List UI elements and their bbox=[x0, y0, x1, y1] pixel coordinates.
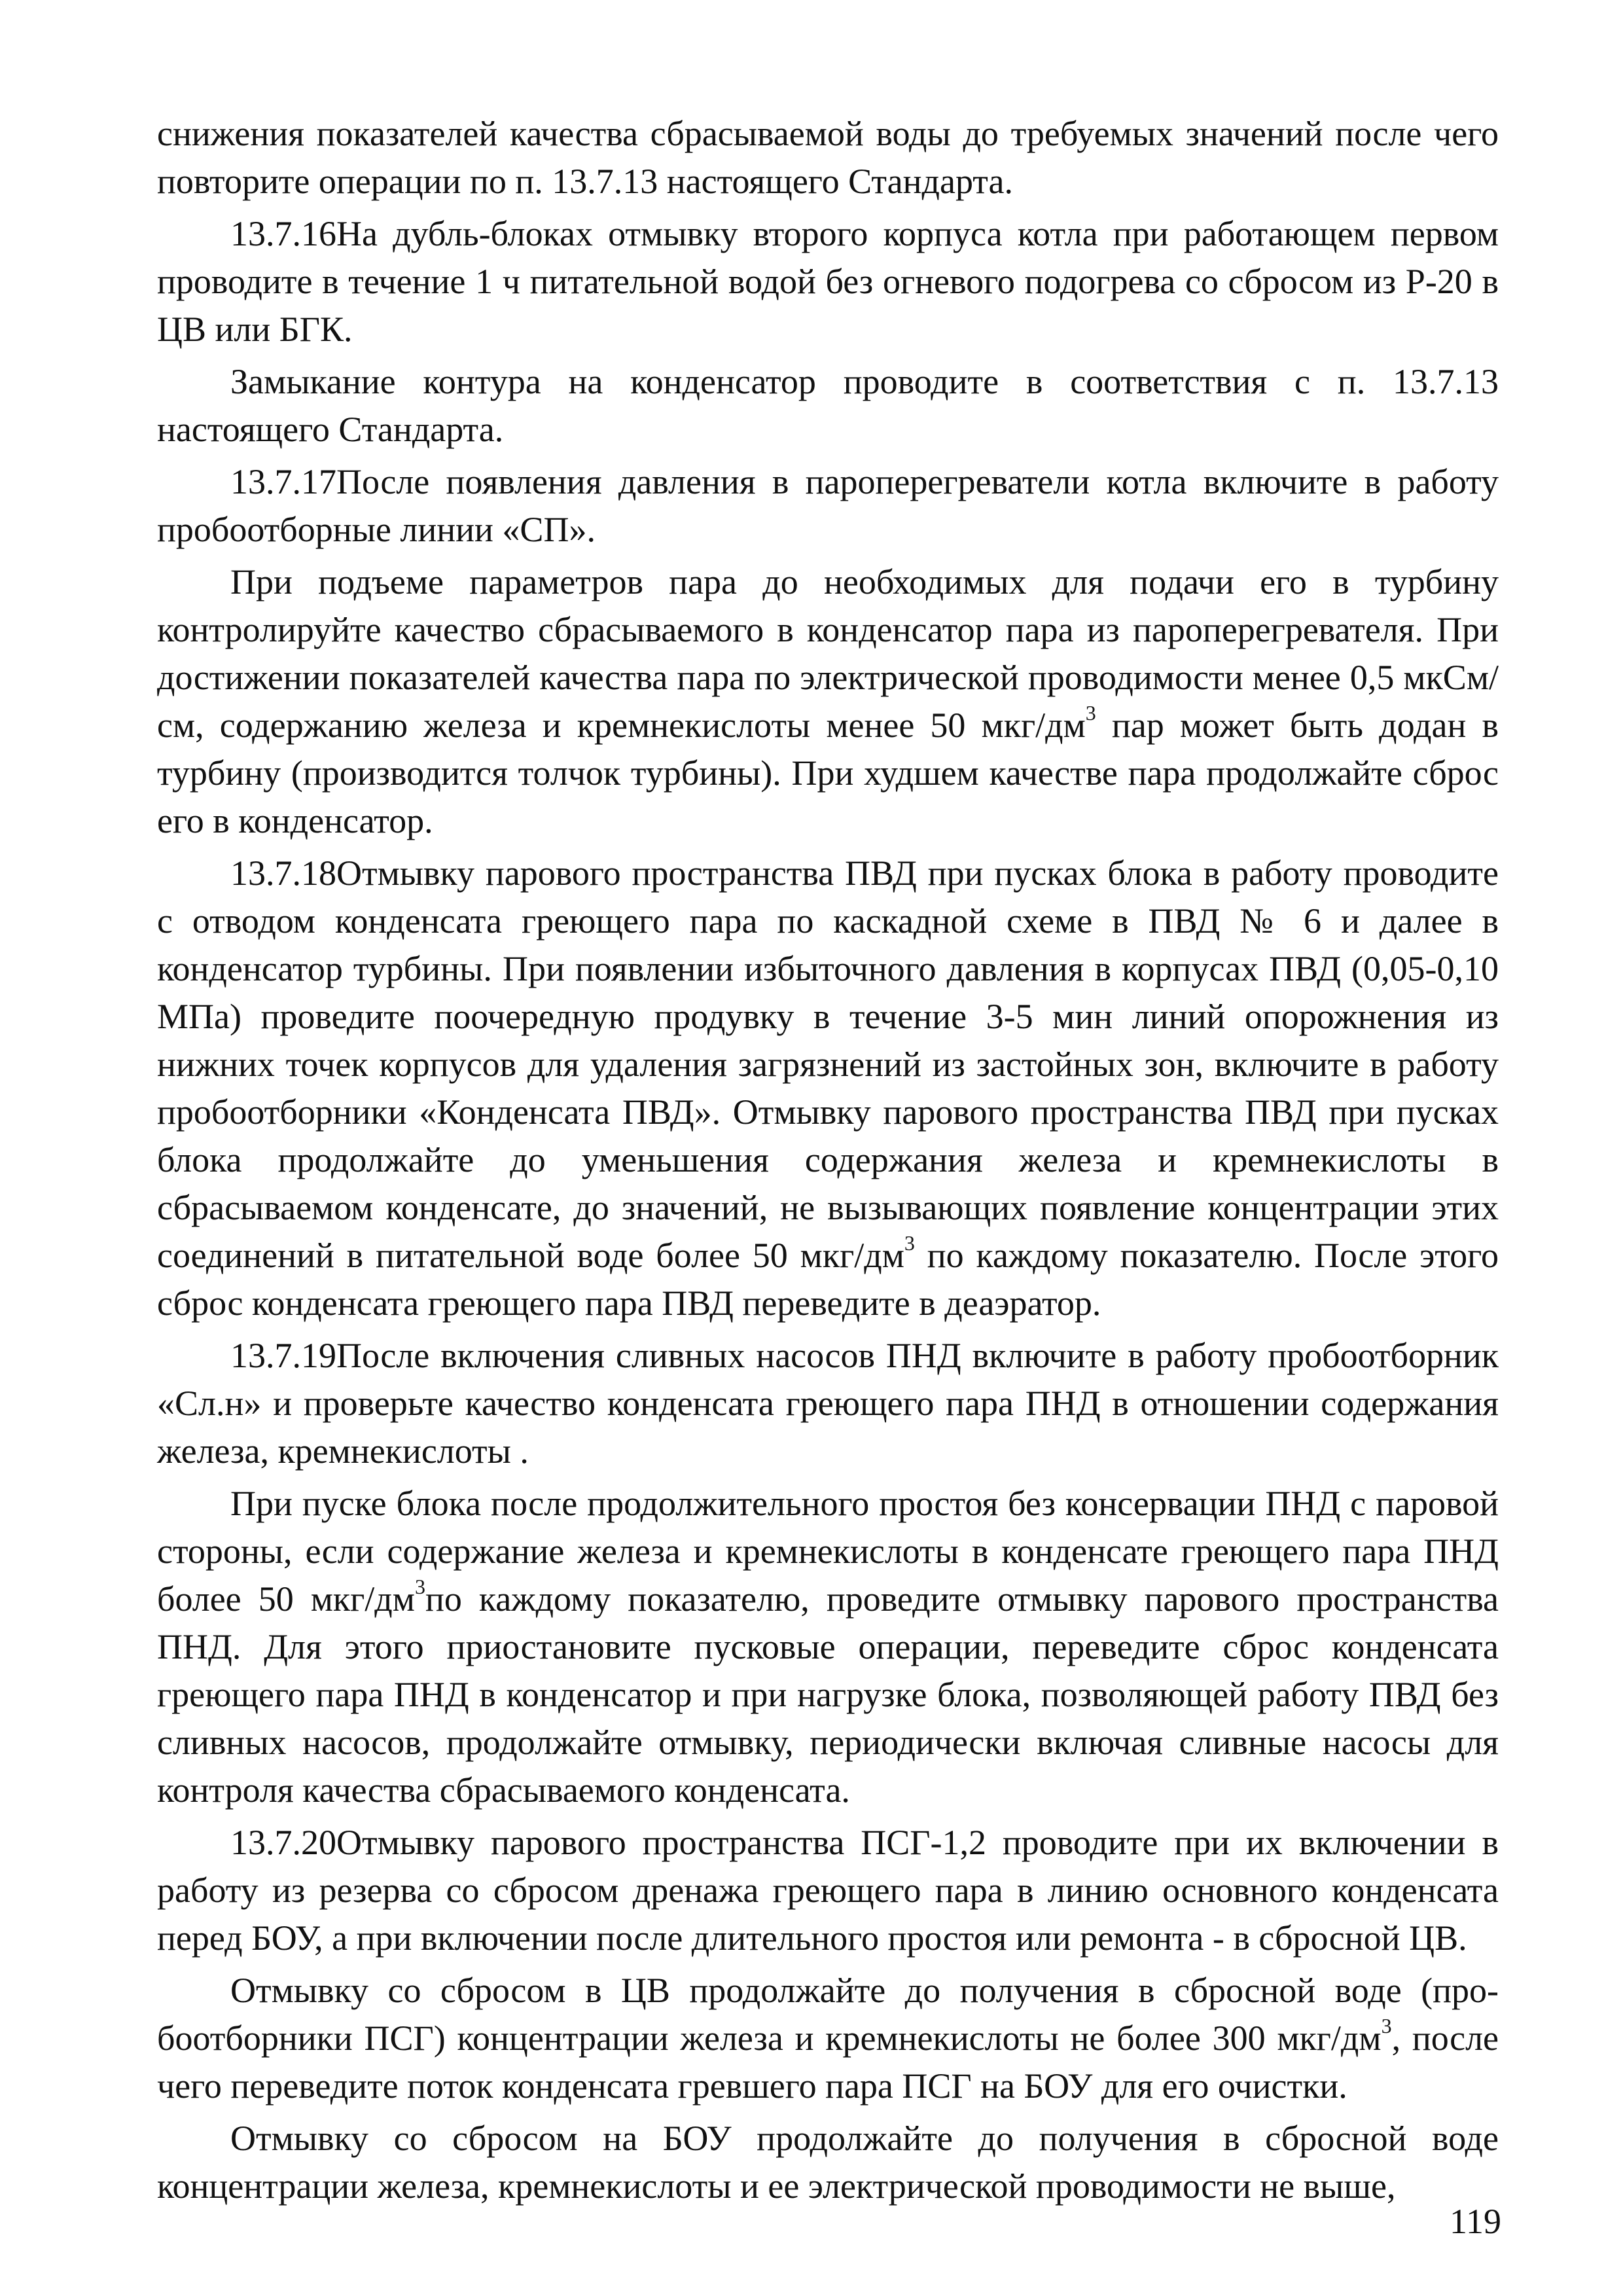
paragraph-text: 13.7.19После включения сливных насосов ПНД включите в работу пробоотборник «Сл.н» и проверьте качество конденсата греющего пара ПНД в отношении содержания железа, кремнекислоты . bbox=[157, 1336, 1499, 1471]
paragraph-cv-discharge bbox=[157, 1967, 1499, 2110]
paragraph-text: 13.7.18Отмывку парового пространства ПВД при пусках блока в работу проводите с отводом конденсата греющего пара по каскадной схеме в ПВД № 6 и далее в конденсатор турбины. При появлении избыточного давления в корпусах ПВД (0,05-0,10 МПа) проведите поочередную продувку в течение 3-5 мин линий опорожнения из нижних точек корпусов для удаления загрязнений из застойных зон, включите в работу пробоотборники «Конденсата ПВД». Отмывку парового пространства ПВД при пусках блока продолжайте до уменьшения содержания железа и кремнекислоты в сбрасываемом конденсате, до значений, не вызывающих появление концентрации этих соединений в питательной воде более 50 мкг/дм bbox=[157, 853, 1499, 1275]
paragraph-13-7-16 bbox=[157, 210, 1499, 353]
paragraph-text: по каждому показателю, проведите отмывку парового пространства ПНД. Для этого приостановите пусковые операции, переведите сброс конденсата греющего пара ПНД в конденсатор и при нагрузке блока, позволяющей работу ПВД без сливных насосов, продолжайте отмывку, периодически включая сливные насосы для контроля качества сбрасываемого конденсата. bbox=[157, 1579, 1499, 1810]
paragraph-13-7-20 bbox=[157, 1819, 1499, 1962]
paragraph-text: 13.7.16На дубль-блоках отмывку второго корпуса котла при работающем первом проводите в течение 1 ч питательной водой без огневого подогрева со сбросом из Р-20 в ЦВ или БГК. bbox=[157, 214, 1499, 349]
superscript: 3 bbox=[414, 1575, 425, 1598]
paragraph-13-7-19 bbox=[157, 1332, 1499, 1475]
paragraph-pnd-flush bbox=[157, 1480, 1499, 1814]
paragraph-text: При пуске блока после продолжительного простоя без консервации ПНД с паровой стороны, если содержание железа и кремнекислоты в конденсате греющего пара ПНД более 50 мкг/дм bbox=[157, 1484, 1499, 1619]
paragraph-continuation bbox=[157, 110, 1499, 206]
page-text-body bbox=[157, 110, 1499, 2215]
paragraph-text: пар может быть додан в турбину (производится толчок турбины). При худшем качестве пара продолжайте сброс его в конденсатор. bbox=[157, 706, 1499, 840]
paragraph-text: При подъеме параметров пара до необходимых для подачи его в турбину контролируйте качество сбрасываемого в конденсатор пара из пароперегревателя. При достижении показателей качества пара по электрической проводимости менее 0,5 мкСм/см, содержанию железа и кремнекислоты менее 50 мкг/дм bbox=[157, 562, 1499, 745]
paragraph-closing-circuit bbox=[157, 358, 1499, 454]
paragraph-text: 13.7.17После появления давления в пароперегреватели котла включите в работу пробоотборные линии «СП». bbox=[157, 462, 1499, 549]
paragraph-13-7-17 bbox=[157, 458, 1499, 554]
paragraph-steam-quality bbox=[157, 558, 1499, 845]
paragraph-13-7-18 bbox=[157, 850, 1499, 1327]
superscript: 3 bbox=[1085, 701, 1096, 725]
paragraph-bou-discharge bbox=[157, 2115, 1499, 2210]
paragraph-text: Замыкание контура на конденсатор проводите в соответствия с п. 13.7.13 настоящего Стандарта. bbox=[157, 362, 1499, 449]
paragraph-text: Отмывку со сбросом в ЦВ продолжайте до получения в сбросной воде (пробоотборники ПСГ) концентрации железа и кремнекислоты не более 300 мкг/дм bbox=[157, 1971, 1499, 2058]
paragraph-text: , после чего переведите поток конденсата гревшего пара ПСГ на БОУ для его очистки. bbox=[157, 2018, 1499, 2106]
paragraph-text: Отмывку со сбросом на БОУ продолжайте до получения в сбросной воде концентрации железа, кремнекислоты и ее электрической проводимости не выше, bbox=[157, 2119, 1499, 2206]
superscript: 3 bbox=[904, 1231, 915, 1255]
paragraph-text: 13.7.20Отмывку парового пространства ПСГ-1,2 проводите при их включении в работу из резерва со сбросом дренажа греющего пара в линию основного конденсата перед БОУ, а при включении после длительного простоя или ремонта - в сбросной ЦВ. bbox=[157, 1823, 1499, 1958]
paragraph-text: снижения показателей качества сбрасываемой воды до требуемых значений после чего повторите операции по п. 13.7.13 настоящего Стандарта. bbox=[157, 114, 1499, 201]
page-number: 119 bbox=[1450, 2202, 1501, 2241]
paragraph-text: по каждому показателю. После этого сброс конденсата греющего пара ПВД переведите в деаэратор. bbox=[157, 1236, 1499, 1323]
superscript: 3 bbox=[1381, 2014, 1392, 2037]
